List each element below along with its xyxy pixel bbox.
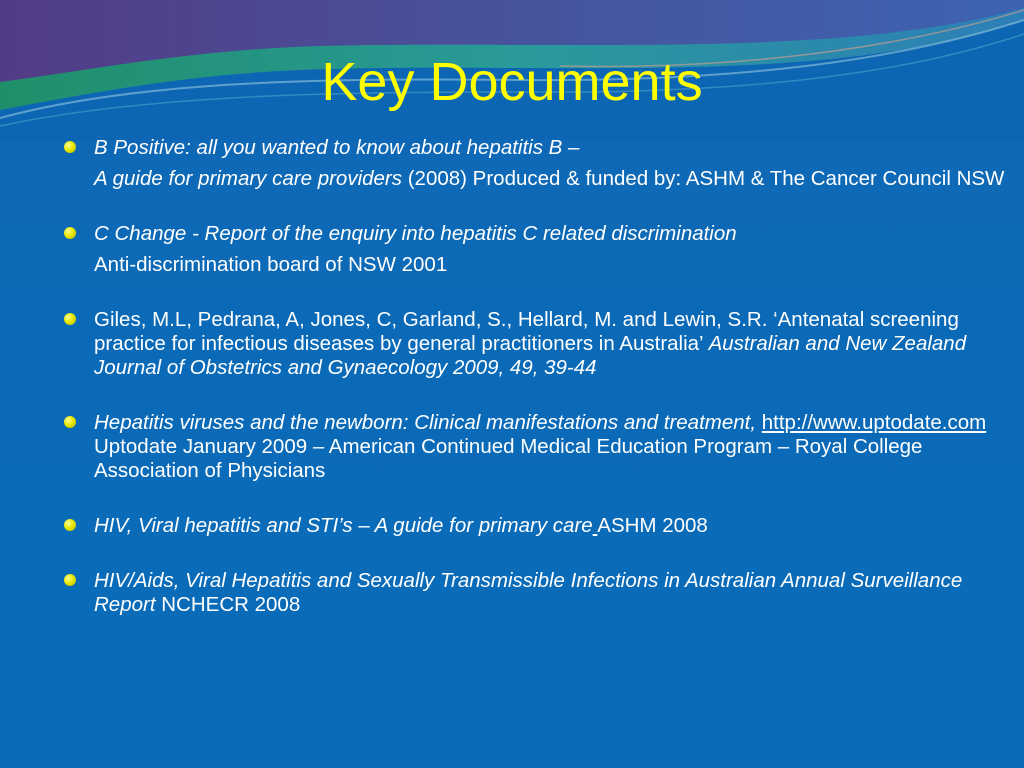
item-details: ASHM 2008 (597, 514, 708, 537)
uptodate-link[interactable]: http://www.uptodate.com (761, 411, 987, 434)
list-item (60, 136, 1010, 191)
item-title: B Positive: all you wanted to know about hepatitis B – (94, 136, 580, 159)
item-subtitle: A guide for primary care providers (94, 167, 403, 190)
item-authors: Giles, M.L, Pedrana, A, Jones, C, Garland, S., Hellard, M. and Lewin, S.R. ‘Antenatal screening practice for infectious diseases by general practitioners in Australia’ (94, 308, 959, 355)
item-details: (2008) Produced & funded by: ASHM & The Cancer Council NSW (402, 167, 1005, 190)
bullet-icon (64, 141, 76, 153)
item-details: Anti-discrimination board of NSW 2001 (94, 253, 448, 276)
list-item (60, 411, 1010, 483)
item-details: NCHECR 2008 (155, 593, 301, 616)
bullet-icon (64, 313, 76, 325)
list-item (60, 514, 1010, 538)
item-journal: Australian and New Zealand Journal of Obstetrics and Gynaecology 2009, 49, 39-44 (94, 332, 967, 379)
item-title: HIV/Aids, Viral Hepatitis and Sexually Transmissible Infections in Australian Annual Surveillance Report (94, 569, 963, 616)
slide-title: Key Documents (321, 52, 703, 112)
item-title: C Change - Report of the enquiry into hepatitis C related discrimination (94, 222, 737, 245)
item-title: HIV, Viral hepatitis and STI’s – A guide for primary care (94, 514, 593, 537)
bullet-icon (64, 519, 76, 531)
document-list (60, 136, 1010, 617)
bullet-icon (64, 416, 76, 428)
item-title: Hepatitis viruses and the newborn: Clinical manifestations and treatment, (94, 411, 757, 434)
list-item (60, 308, 1010, 380)
list-item (60, 569, 1010, 617)
bullet-icon (64, 574, 76, 586)
item-details: Uptodate January 2009 – American Continued Medical Education Program – Royal College Association of Physicians (94, 435, 923, 482)
list-item (60, 222, 1010, 277)
bullet-icon (64, 227, 76, 239)
